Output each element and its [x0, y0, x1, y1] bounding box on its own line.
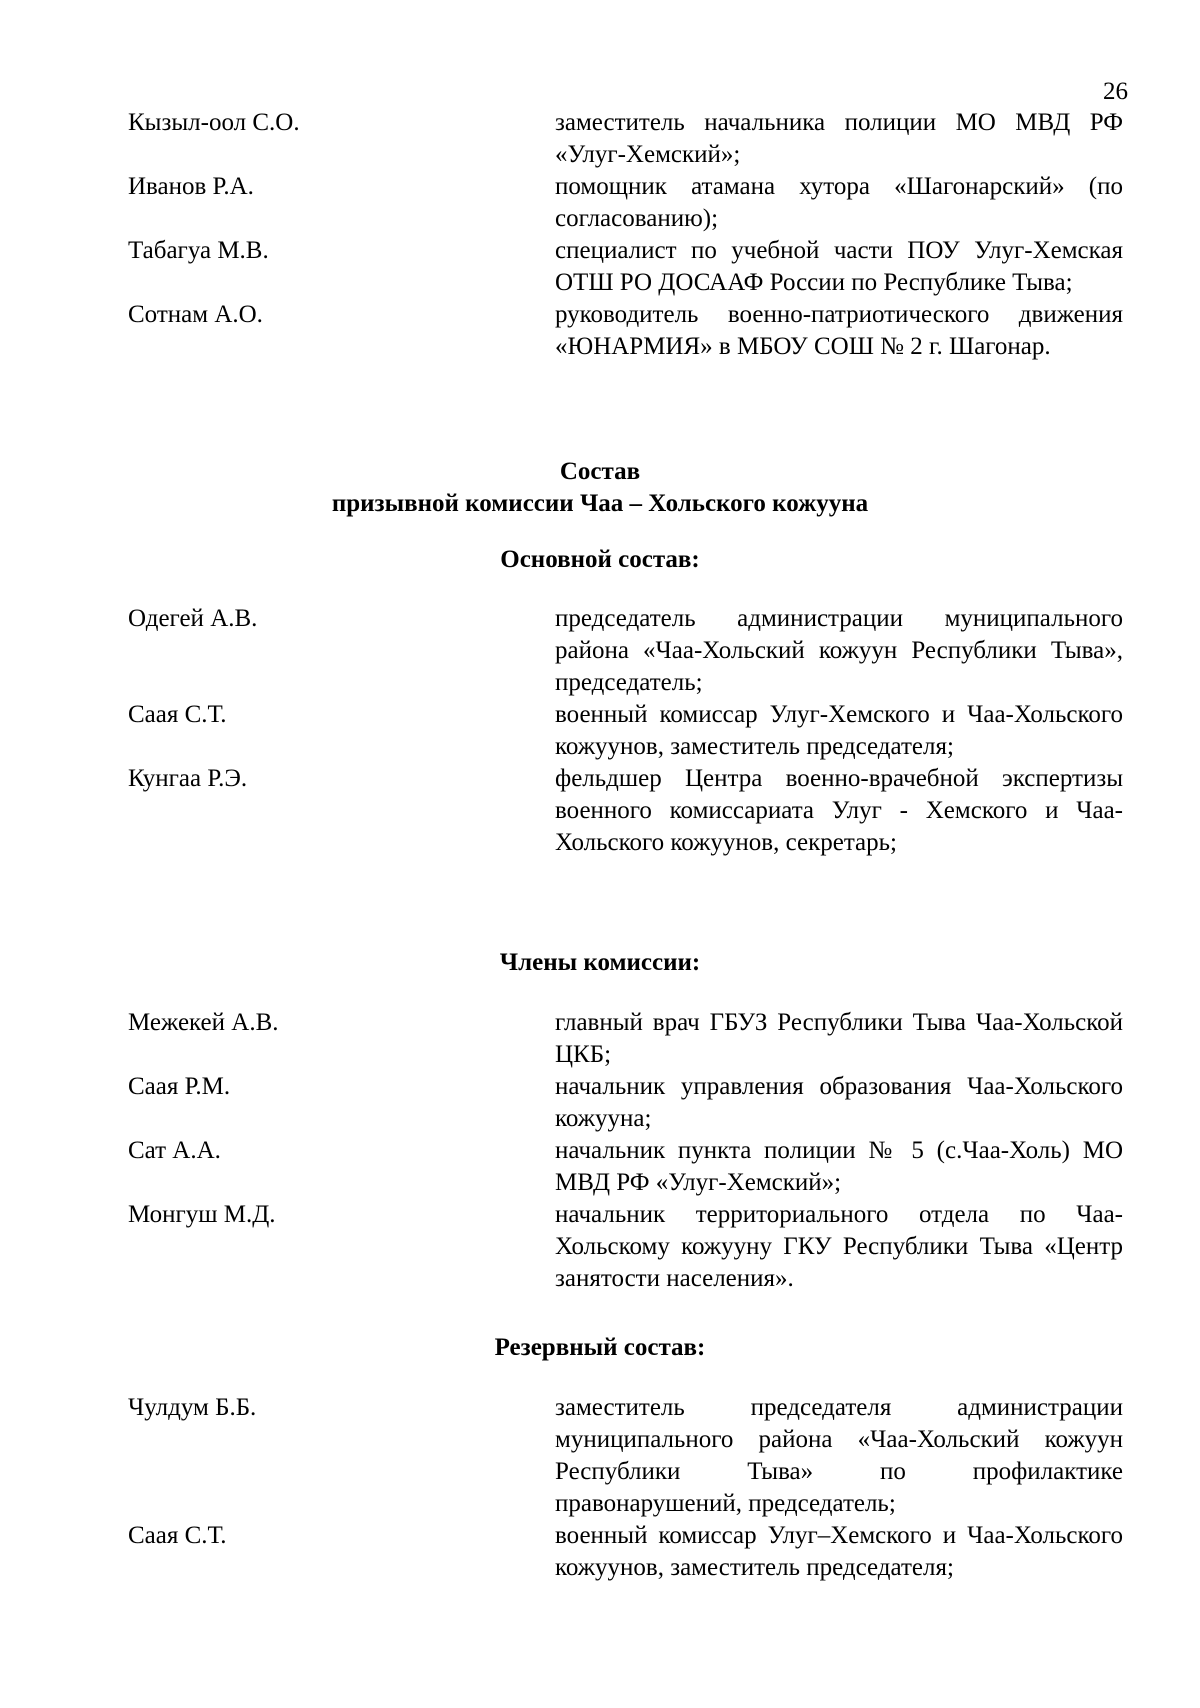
top-entry-list	[0, 107, 1200, 363]
members-title: Члены комиссии:	[499, 949, 701, 976]
member-position: помощник атамана хутора «Шагонарский» (по согласованию);	[555, 173, 1123, 232]
member-position: специалист по учебной части ПОУ Улуг-Хемская ОТШ РО ДОСААФ России по Республике Тыва;	[555, 237, 1123, 296]
member-name: Чулдум Б.Б.	[128, 1394, 257, 1421]
member-position: заместитель председателя администрации муниципального района «Чаа-Хольский кожуун Республики Тыва» по профилактике правонарушений, председатель;	[555, 1394, 1123, 1517]
member-name: Кызыл-оол С.О.	[128, 109, 300, 136]
member-position: начальник территориального отдела по Чаа-Хольскому кожууну ГКУ Республики Тыва «Центр занятости населения».	[555, 1201, 1123, 1292]
member-position: военный комиссар Улуг–Хемского и Чаа-Хольского кожуунов, заместитель председателя;	[555, 1522, 1123, 1581]
reserve-title: Резервный состав:	[494, 1334, 706, 1361]
main-composition-title: Основной состав:	[500, 546, 700, 573]
member-position: фельдшер Центра военно-врачебной экспертизы военного комиссариата Улуг - Хемского и Чаа-Хольского кожуунов, секретарь;	[555, 765, 1123, 856]
member-position: военный комиссар Улуг-Хемского и Чаа-Хольского кожуунов, заместитель председателя;	[555, 701, 1123, 760]
list-item	[0, 1007, 1200, 1071]
member-position: начальник пункта полиции № 5 (с.Чаа-Холь) МО МВД РФ «Улуг-Хемский»;	[555, 1137, 1123, 1196]
main-composition-list	[0, 603, 1200, 859]
list-item	[0, 107, 1200, 171]
list-item	[0, 235, 1200, 299]
list-item	[0, 1135, 1200, 1199]
list-item	[0, 699, 1200, 763]
member-position: руководитель военно-патриотического движения «ЮНАРМИЯ» в МБОУ СОШ № 2 г. Шагонар.	[555, 301, 1123, 360]
member-position: председатель администрации муниципального района «Чаа-Хольский кожуун Республики Тыва», председатель;	[555, 605, 1123, 696]
member-name: Иванов Р.А.	[128, 173, 254, 200]
composition-heading: Состав	[559, 458, 641, 485]
list-item	[0, 1520, 1200, 1584]
list-item	[0, 171, 1200, 235]
member-name: Табагуа М.В.	[128, 237, 269, 264]
member-name: Саая С.Т.	[128, 701, 227, 728]
list-item	[0, 1199, 1200, 1295]
member-name: Одегей А.В.	[128, 605, 258, 632]
member-position: начальник управления образования Чаа-Хольского кожууна;	[555, 1073, 1123, 1132]
reserve-list	[0, 1392, 1200, 1584]
member-name: Саая С.Т.	[128, 1522, 227, 1549]
list-item	[0, 1071, 1200, 1135]
member-name: Кунгаа Р.Э.	[128, 765, 248, 792]
page-number: 26	[1103, 78, 1128, 105]
member-name: Монгуш М.Д.	[128, 1201, 276, 1228]
list-item	[0, 1392, 1200, 1520]
member-name: Сат А.А.	[128, 1137, 221, 1164]
list-item	[0, 603, 1200, 699]
member-name: Саая Р.М.	[128, 1073, 231, 1100]
list-item	[0, 763, 1200, 859]
member-name: Сотнам А.О.	[128, 301, 263, 328]
member-position: заместитель начальника полиции МО МВД РФ «Улуг-Хемский»;	[555, 109, 1123, 168]
members-list	[0, 1007, 1200, 1295]
member-position: главный врач ГБУЗ Республики Тыва Чаа-Хольской ЦКБ;	[555, 1009, 1123, 1068]
composition-subheading: призывной комиссии Чаа – Хольского кожууна	[331, 490, 869, 517]
list-item	[0, 299, 1200, 363]
member-name: Межекей А.В.	[128, 1009, 279, 1036]
